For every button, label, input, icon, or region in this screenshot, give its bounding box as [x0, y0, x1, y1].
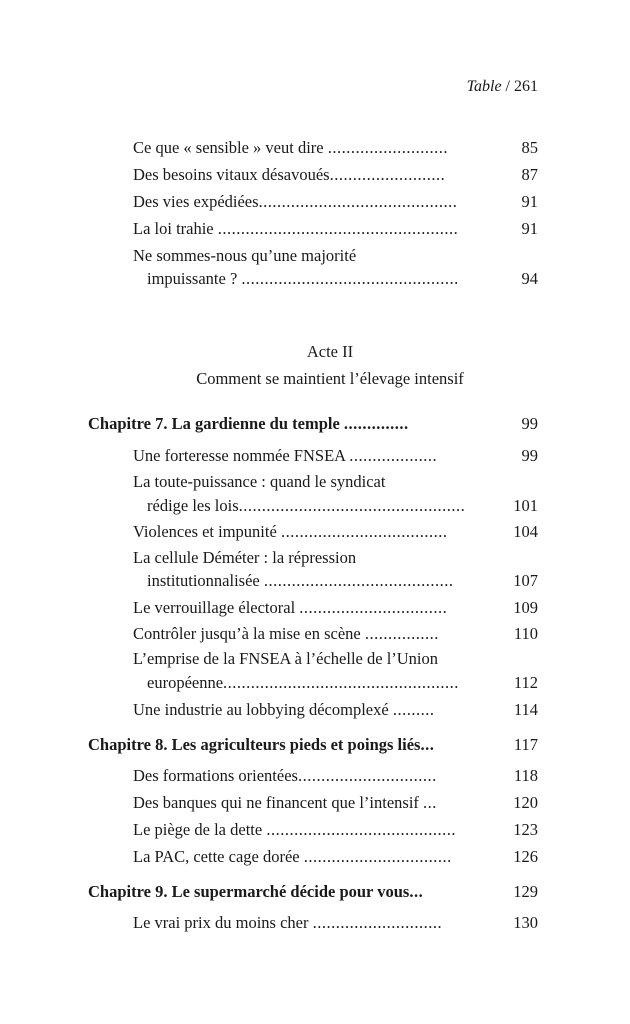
toc-entry[interactable]: Une industrie au lobbying décomplexé .........	[133, 700, 435, 719]
toc-entry[interactable]: Contrôler jusqu’à la mise en scène ................	[133, 624, 439, 643]
chapter-page-number: 99	[521, 414, 538, 433]
toc-page-number: 123	[513, 820, 538, 839]
toc-entry[interactable]: Des vies expédiées...........................................	[133, 192, 458, 211]
chapter-heading[interactable]: Chapitre 9. Le supermarché décide pour vous...	[88, 882, 424, 901]
toc-entry-continuation[interactable]: institutionnalisée .........................................	[147, 571, 454, 590]
chapter-heading[interactable]: Chapitre 7. La gardienne du temple ..............	[88, 414, 409, 433]
toc-entry[interactable]: Des banques qui ne financent que l’intensif ...	[133, 793, 437, 812]
toc-entry[interactable]: Ce que « sensible » veut dire ..........................	[133, 138, 448, 157]
toc-page-number: 107	[513, 571, 538, 590]
toc-entry[interactable]: Violences et impunité ....................................	[133, 522, 448, 541]
toc-entry[interactable]: Le verrouillage électoral ................................	[133, 598, 448, 617]
toc-page-number: 91	[521, 192, 538, 211]
toc-page-number: 87	[521, 165, 538, 184]
toc-entry-continuation[interactable]: impuissante ? ...............................................	[147, 269, 459, 288]
chapter-page-number: 117	[513, 735, 538, 754]
toc-entry[interactable]: Le piège de la dette .........................................	[133, 820, 456, 839]
page-header	[467, 78, 538, 96]
toc-entry[interactable]: Des besoins vitaux désavoués.........................	[133, 165, 446, 184]
toc-page-number: 94	[521, 269, 538, 288]
toc-entry[interactable]: Le vrai prix du moins cher ............................	[133, 913, 443, 932]
toc-entry-continuation[interactable]: rédige les lois.................................................	[147, 496, 466, 515]
toc-entry[interactable]: Ne sommes-nous qu’une majorité	[133, 246, 357, 265]
toc-entry-continuation[interactable]: européenne...................................................	[147, 673, 459, 692]
header-page-number: 261	[514, 78, 538, 95]
toc-entry[interactable]: La cellule Déméter : la répression	[133, 548, 357, 567]
toc-page-number: 104	[513, 522, 538, 541]
toc-page-number: 120	[513, 793, 538, 812]
act-title: Acte II	[306, 342, 354, 361]
toc-page-number: 85	[521, 138, 538, 157]
toc-page-number: 91	[521, 219, 538, 238]
toc-entry[interactable]: Une forteresse nommée FNSEA ...................	[133, 446, 438, 465]
chapter-page-number: 129	[513, 882, 538, 901]
toc-entry[interactable]: La loi trahie ....................................................	[133, 219, 459, 238]
toc-entry[interactable]: Des formations orientées..............................	[133, 766, 437, 785]
toc-entry[interactable]: L’emprise de la FNSEA à l’échelle de l’Union	[133, 649, 439, 668]
chapter-heading[interactable]: Chapitre 8. Les agriculteurs pieds et poings liés...	[88, 735, 435, 754]
toc-page-number: 112	[513, 673, 538, 692]
header-separator: /	[501, 78, 514, 95]
toc-page-number: 126	[513, 847, 538, 866]
toc-page-number: 99	[521, 446, 538, 465]
toc-page-number: 114	[513, 700, 538, 719]
act-subtitle: Comment se maintient l’élevage intensif	[196, 369, 464, 388]
toc-entry[interactable]: La PAC, cette cage dorée ................................	[133, 847, 452, 866]
toc-entry[interactable]: La toute-puissance : quand le syndicat	[133, 472, 386, 491]
running-title: Table	[466, 78, 502, 95]
toc-page-number: 109	[513, 598, 538, 617]
toc-page-number: 130	[513, 913, 538, 932]
toc-page-number: 101	[513, 496, 538, 515]
toc-page-number: 110	[513, 624, 538, 643]
toc-page-number: 118	[513, 766, 538, 785]
